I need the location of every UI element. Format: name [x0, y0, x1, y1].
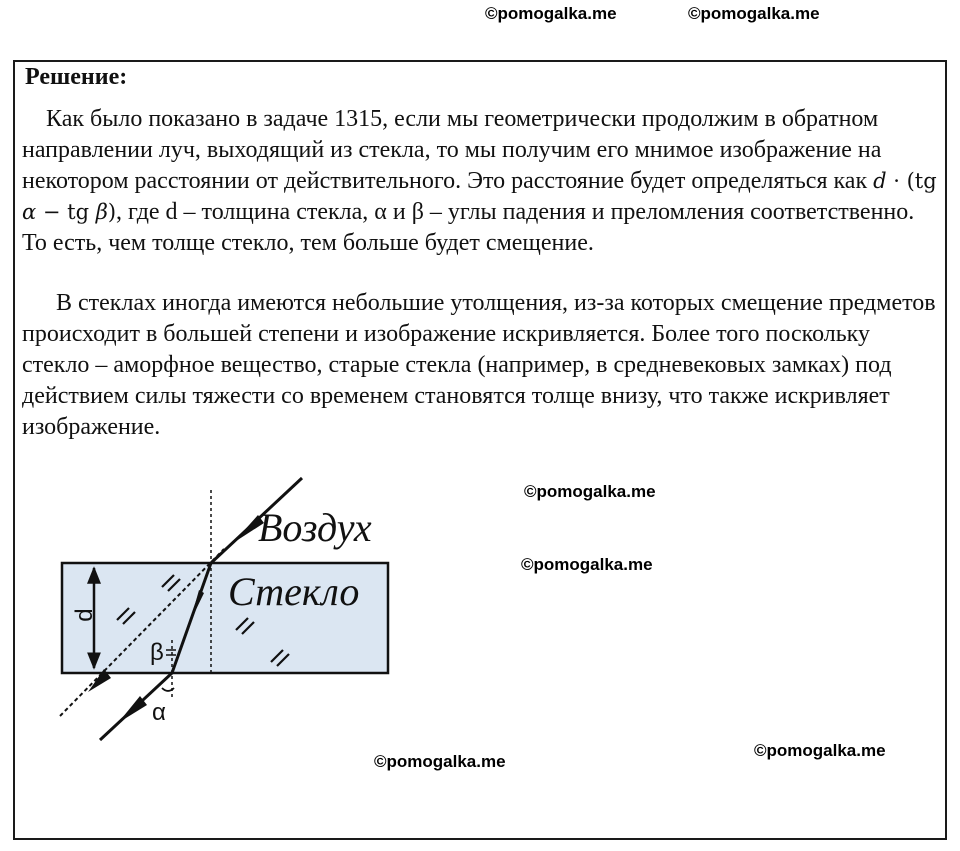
formula-alpha: α: [22, 200, 37, 224]
watermark-top-left: ©pomogalka.me: [485, 4, 617, 23]
watermark-diagram-glass: ©pomogalka.me: [521, 555, 653, 574]
thickness-label: d: [71, 608, 98, 622]
formula-beta: β: [95, 200, 108, 224]
formula-minus-tg: − tg: [36, 200, 96, 224]
formula-close: ): [107, 200, 117, 224]
glass-label: Стекло: [228, 569, 360, 614]
watermark-diagram-air: ©pomogalka.me: [524, 482, 656, 501]
formula-dot-tg: · (tg: [886, 169, 937, 193]
formula-d: d: [873, 169, 887, 193]
incidence-angle-arc: [162, 688, 174, 691]
solution-heading: Решение:: [25, 64, 128, 90]
incidence-angle-label: α: [152, 699, 166, 726]
watermark-bottom-right: ©pomogalka.me: [754, 741, 886, 760]
refraction-angle-label: β: [150, 639, 164, 666]
air-label: Воздух: [258, 505, 372, 550]
paragraph-2: В стеклах иногда имеются небольшие утолщения, из-за которых смещение предметов происходит в большей степени и изображение искривляется. Более того поскольку стекло – аморфное вещество, старые стекла (например, в средневековых замках) под действием силы тяжести со временем становятся толще внизу, что также искривляет изображение.: [22, 290, 936, 440]
paragraph-1-text-a: Как было показано в задаче 1315, если мы геометрически продолжим в обратном направлении луч, выходящий из стекла, то мы получим его мнимое изображение на некотором расстоянии от действительного. Это расстояние будет определяться как: [22, 106, 882, 194]
paragraph-1-text-b: , где d – толщина стекла, α и β – углы падения и преломления соответственно. То есть, чем толще стекло, тем больше будет смещение.: [22, 199, 915, 256]
incident-ray-arrow: [118, 696, 147, 723]
watermark-top-right: ©pomogalka.me: [688, 4, 820, 23]
watermark-bottom-center: ©pomogalka.me: [374, 752, 506, 771]
